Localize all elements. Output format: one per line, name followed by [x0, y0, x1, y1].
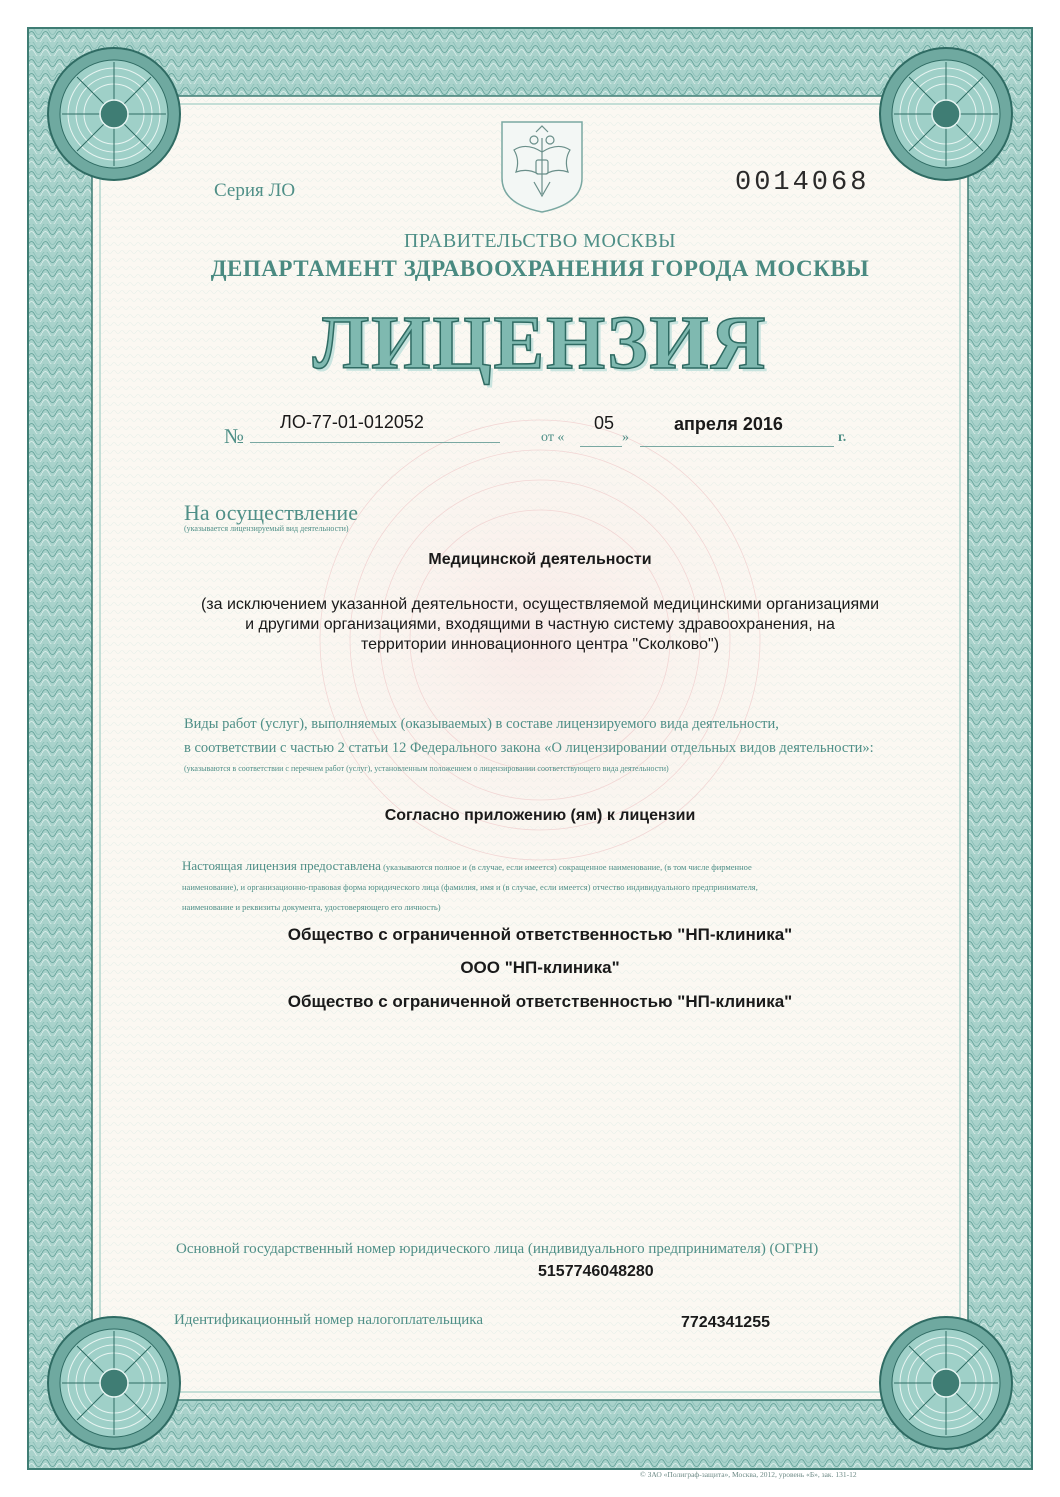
- year-suffix: г.: [838, 430, 847, 445]
- holder-brand-name: Общество с ограниченной ответственностью "НП-клиника": [287, 992, 793, 1011]
- activity-note: [140, 595, 940, 655]
- rosette-top-right-icon: [876, 44, 1016, 184]
- month-underline: [640, 446, 834, 447]
- rosette-bottom-right-icon: [876, 1313, 1016, 1453]
- inn-value: 7724341255: [681, 1314, 770, 1331]
- government-name: ПРАВИТЕЛЬСТВО МОСКВЫ: [403, 230, 677, 252]
- activity-note-line: (за исключением указанной деятельности, осуществляемой медицинскими организациями: [200, 596, 880, 613]
- rosette-bottom-left-icon: [44, 1313, 184, 1453]
- ogrn-label: Основной государственный номер юридического лица (индивидуального предпринимателя) (ОГРН): [176, 1241, 819, 1257]
- holder-intro-hint: наименование и реквизиты документа, удостоверяющего его личность): [182, 902, 441, 912]
- department-name: ДЕПАРТАМЕНТ ЗДРАВООХРАНЕНИЯ ГОРОДА МОСКВЫ: [210, 256, 870, 281]
- works-label-line: Виды работ (услуг), выполняемых (оказываемых) в составе лицензируемого вида деятельности,: [184, 716, 779, 732]
- date-prefix: от «: [541, 430, 565, 445]
- works-value: Согласно приложению (ям) к лицензии: [384, 807, 696, 824]
- holder-intro-hint: наименование), и организационно-правовая форма юридического лица (фамилия, имя и (в случае, если имеется) отчество индивидуального предпринимателя,: [182, 882, 758, 892]
- number-label: №: [224, 424, 245, 448]
- works-label-line: в соответствии с частью 2 статьи 12 Федерального закона «О лицензировании отдельных видов деятельности»:: [184, 740, 874, 756]
- holder-intro: [182, 856, 902, 917]
- activity-hint: (указывается лицензируемый вид деятельности): [184, 524, 349, 533]
- holder-intro-hint: (указываются полное и (в случае, если имеется) сокращенное наименование, (в том числе фирменное: [383, 862, 752, 872]
- printer-imprint: © ЗАО «Полиграф-защита», Москва, 2012, уровень «Б», зак. 131-12: [640, 1470, 857, 1479]
- holder-short-name: ООО "НП-клиника": [460, 958, 620, 977]
- serial-number: 0014068: [735, 168, 870, 198]
- inn-label: Идентификационный номер налогоплательщика: [174, 1312, 484, 1328]
- ogrn-value: 5157746048280: [538, 1263, 654, 1280]
- license-month-year: апреля 2016: [674, 414, 783, 434]
- number-underline: [250, 442, 500, 443]
- holder-intro-label: Настоящая лицензия предоставлена: [182, 858, 381, 873]
- holder-full-name: Общество с ограниченной ответственностью "НП-клиника": [287, 925, 793, 944]
- rosette-top-left-icon: [44, 44, 184, 184]
- russian-coat-of-arms-icon: [496, 116, 588, 216]
- license-day: 05: [594, 413, 615, 433]
- works-hint: (указываются в соответствии с перечнем работ (услуг), установленным положением о лицензировании соответствующего вида деятельности): [184, 764, 669, 773]
- activity-name: Медицинской деятельности: [428, 551, 652, 568]
- date-mid: »: [622, 430, 629, 445]
- activity-heading: На осуществление: [184, 500, 358, 525]
- license-number: ЛО-77-01-012052: [280, 412, 424, 432]
- activity-note-line: и другими организациями, входящими в частную систему здравоохранения, на: [245, 616, 835, 633]
- day-underline: [580, 446, 622, 447]
- activity-note-line: территории инновационного центра "Сколково"): [360, 636, 720, 653]
- works-label: [184, 712, 924, 760]
- series-label: Серия ЛО: [214, 180, 296, 201]
- document-title: ЛИЦЕНЗИЯ: [312, 301, 768, 385]
